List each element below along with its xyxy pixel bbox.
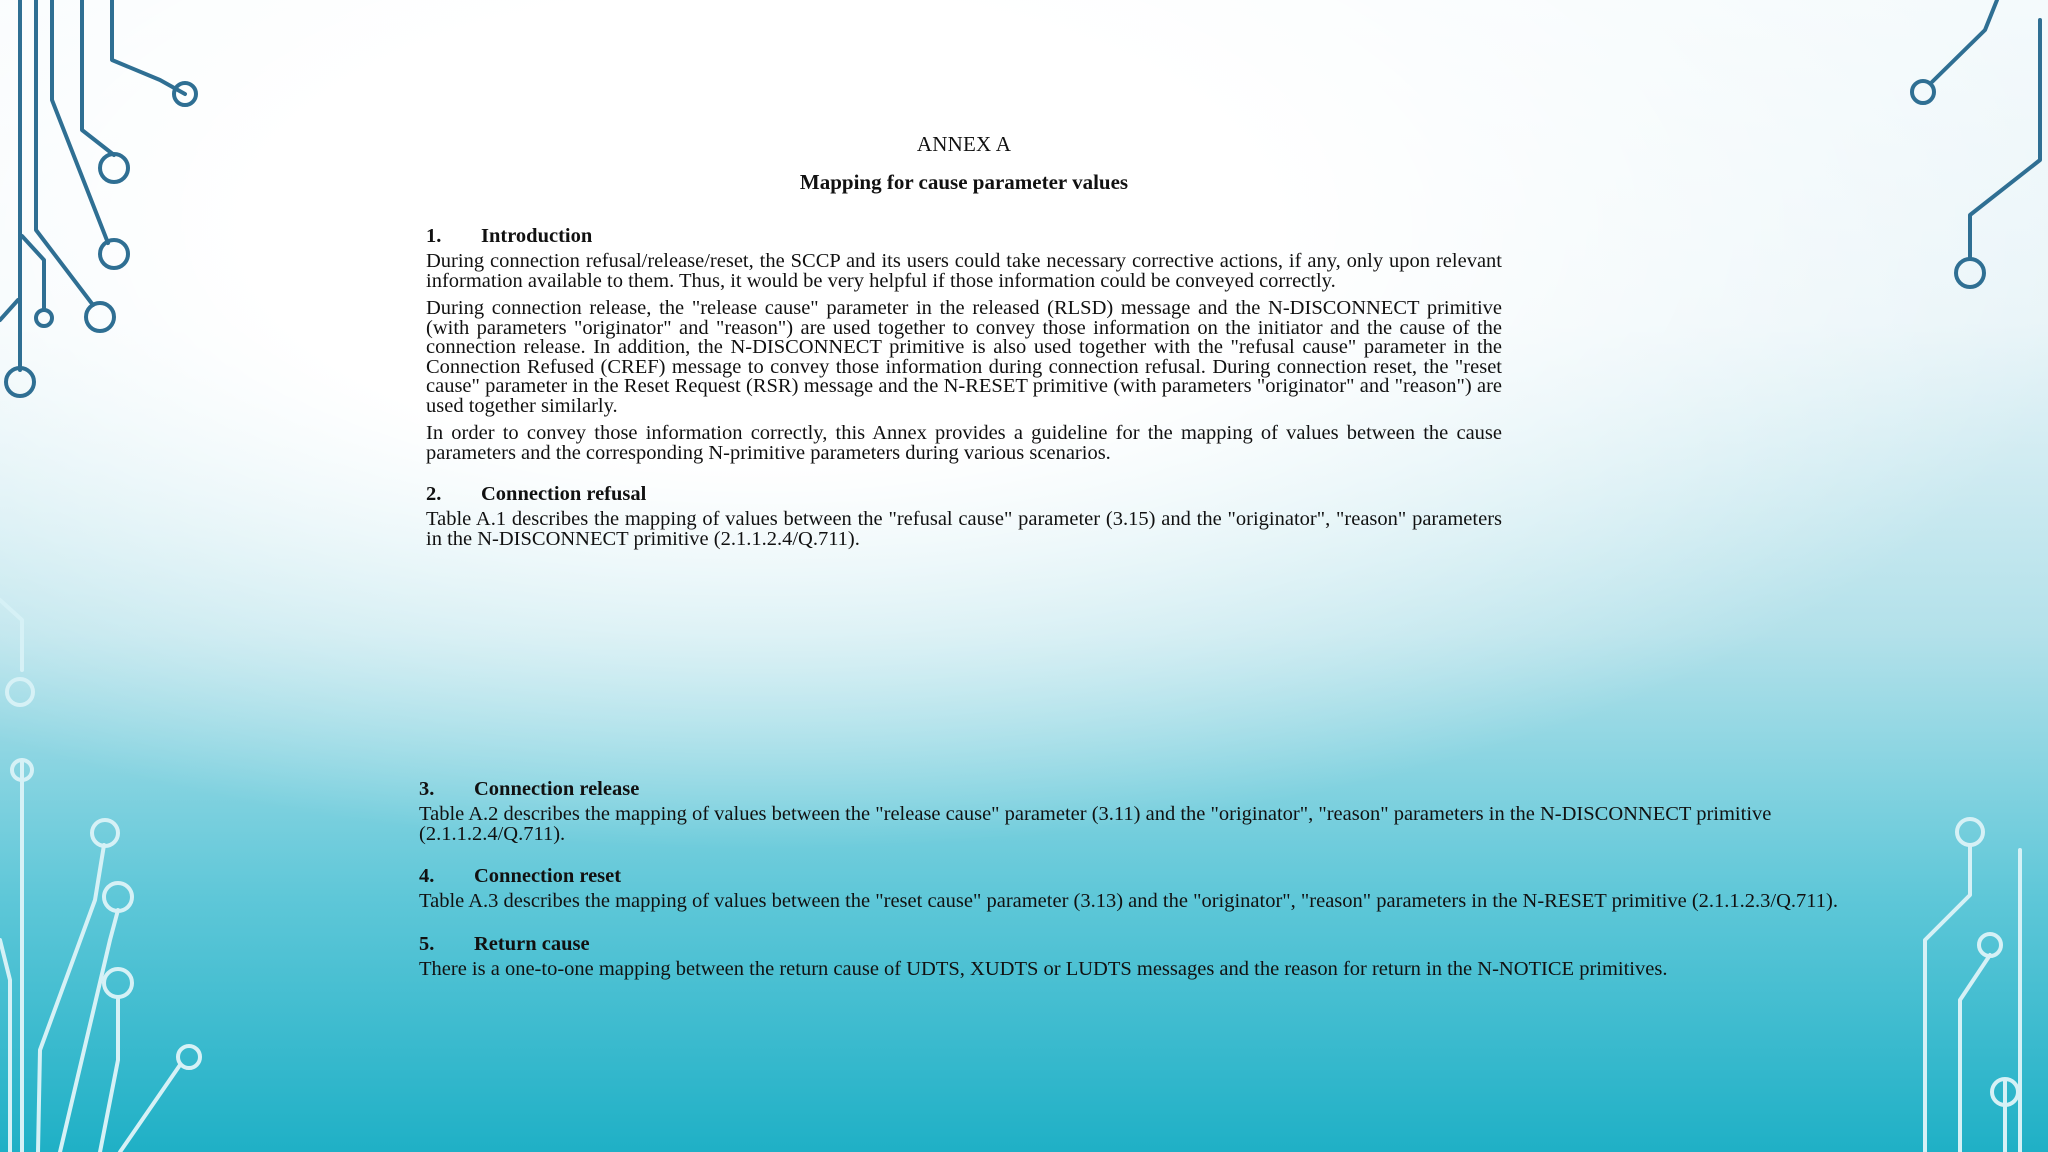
section-heading [419, 863, 1899, 889]
section-heading [426, 223, 1502, 249]
section-introduction [426, 223, 1502, 463]
annex-title: Mapping for cause parameter values [799, 170, 1129, 194]
annex-label: ANNEX A [916, 132, 1012, 156]
section-return-cause [419, 931, 1899, 980]
paragraph: In order to convey those information correctly, this Annex provides a guideline for the mapping of values between the cause parameters and the corresponding N-primitive parameters during various scenarios. [426, 422, 1502, 464]
section-heading [419, 931, 1899, 957]
section-number: 1. [426, 225, 442, 247]
section-title: Return cause [474, 932, 590, 955]
section-title: Introduction [481, 225, 593, 247]
section-title: Connection reset [474, 865, 622, 887]
section-title: Connection refusal [481, 483, 647, 505]
section-number: 5. [419, 932, 435, 955]
sections-top [426, 223, 1502, 567]
section-heading [426, 481, 1502, 507]
paragraph: During connection refusal/release/reset, the SCCP and its users could take necessary corrective actions, if any, only upon relevant information available to them. Thus, it would be very helpful if those information could be conveyed correctly. [426, 250, 1502, 292]
section-number: 4. [419, 865, 435, 887]
paragraph: Table A.2 describes the mapping of values between the "release cause" parameter (3.11) and the "originator", "reason" parameters in the N-DISCONNECT primitive (2.1.1.2.4/Q.711). [419, 803, 1772, 845]
paragraph: Table A.3 describes the mapping of values between the "reset cause" parameter (3.13) and the "originator", "reason" parameters in the N-RESET primitive (2.1.1.2.3/Q.711). [419, 890, 1838, 912]
section-connection-refusal [426, 481, 1502, 549]
paragraph: There is a one-to-one mapping between the return cause of UDTS, XUDTS or LUDTS messages and the reason for return in the N-NOTICE primitives. [419, 957, 1668, 980]
section-number: 3. [419, 778, 435, 800]
section-title: Connection release [474, 778, 640, 800]
section-connection-release [419, 776, 1899, 844]
paragraph: Table A.1 describes the mapping of values between the "refusal cause" parameter (3.15) and the "originator", "reason" parameters in the N-DISCONNECT primitive (2.1.1.2.4/Q.711). [426, 508, 1502, 550]
section-heading [419, 776, 1899, 802]
section-connection-reset [419, 863, 1899, 912]
sections-bottom [419, 776, 1899, 998]
section-number: 2. [426, 483, 442, 505]
paragraph: During connection release, the "release cause" parameter in the released (RLSD) message and the N-DISCONNECT primitive (with parameters "originator" and "reason") are used together to convey those information on the initiator and the cause of the connection release. In addition, the N-DISCONNECT primitive is also used together with the "refusal cause" parameter in the Connection Refused (CREF) message to convey those information during connection refusal. During connection reset, the "reset cause" parameter in the Reset Request (RSR) message and the N-RESET primitive (with parameters "originator" and "reason") are used together similarly. [426, 297, 1502, 417]
